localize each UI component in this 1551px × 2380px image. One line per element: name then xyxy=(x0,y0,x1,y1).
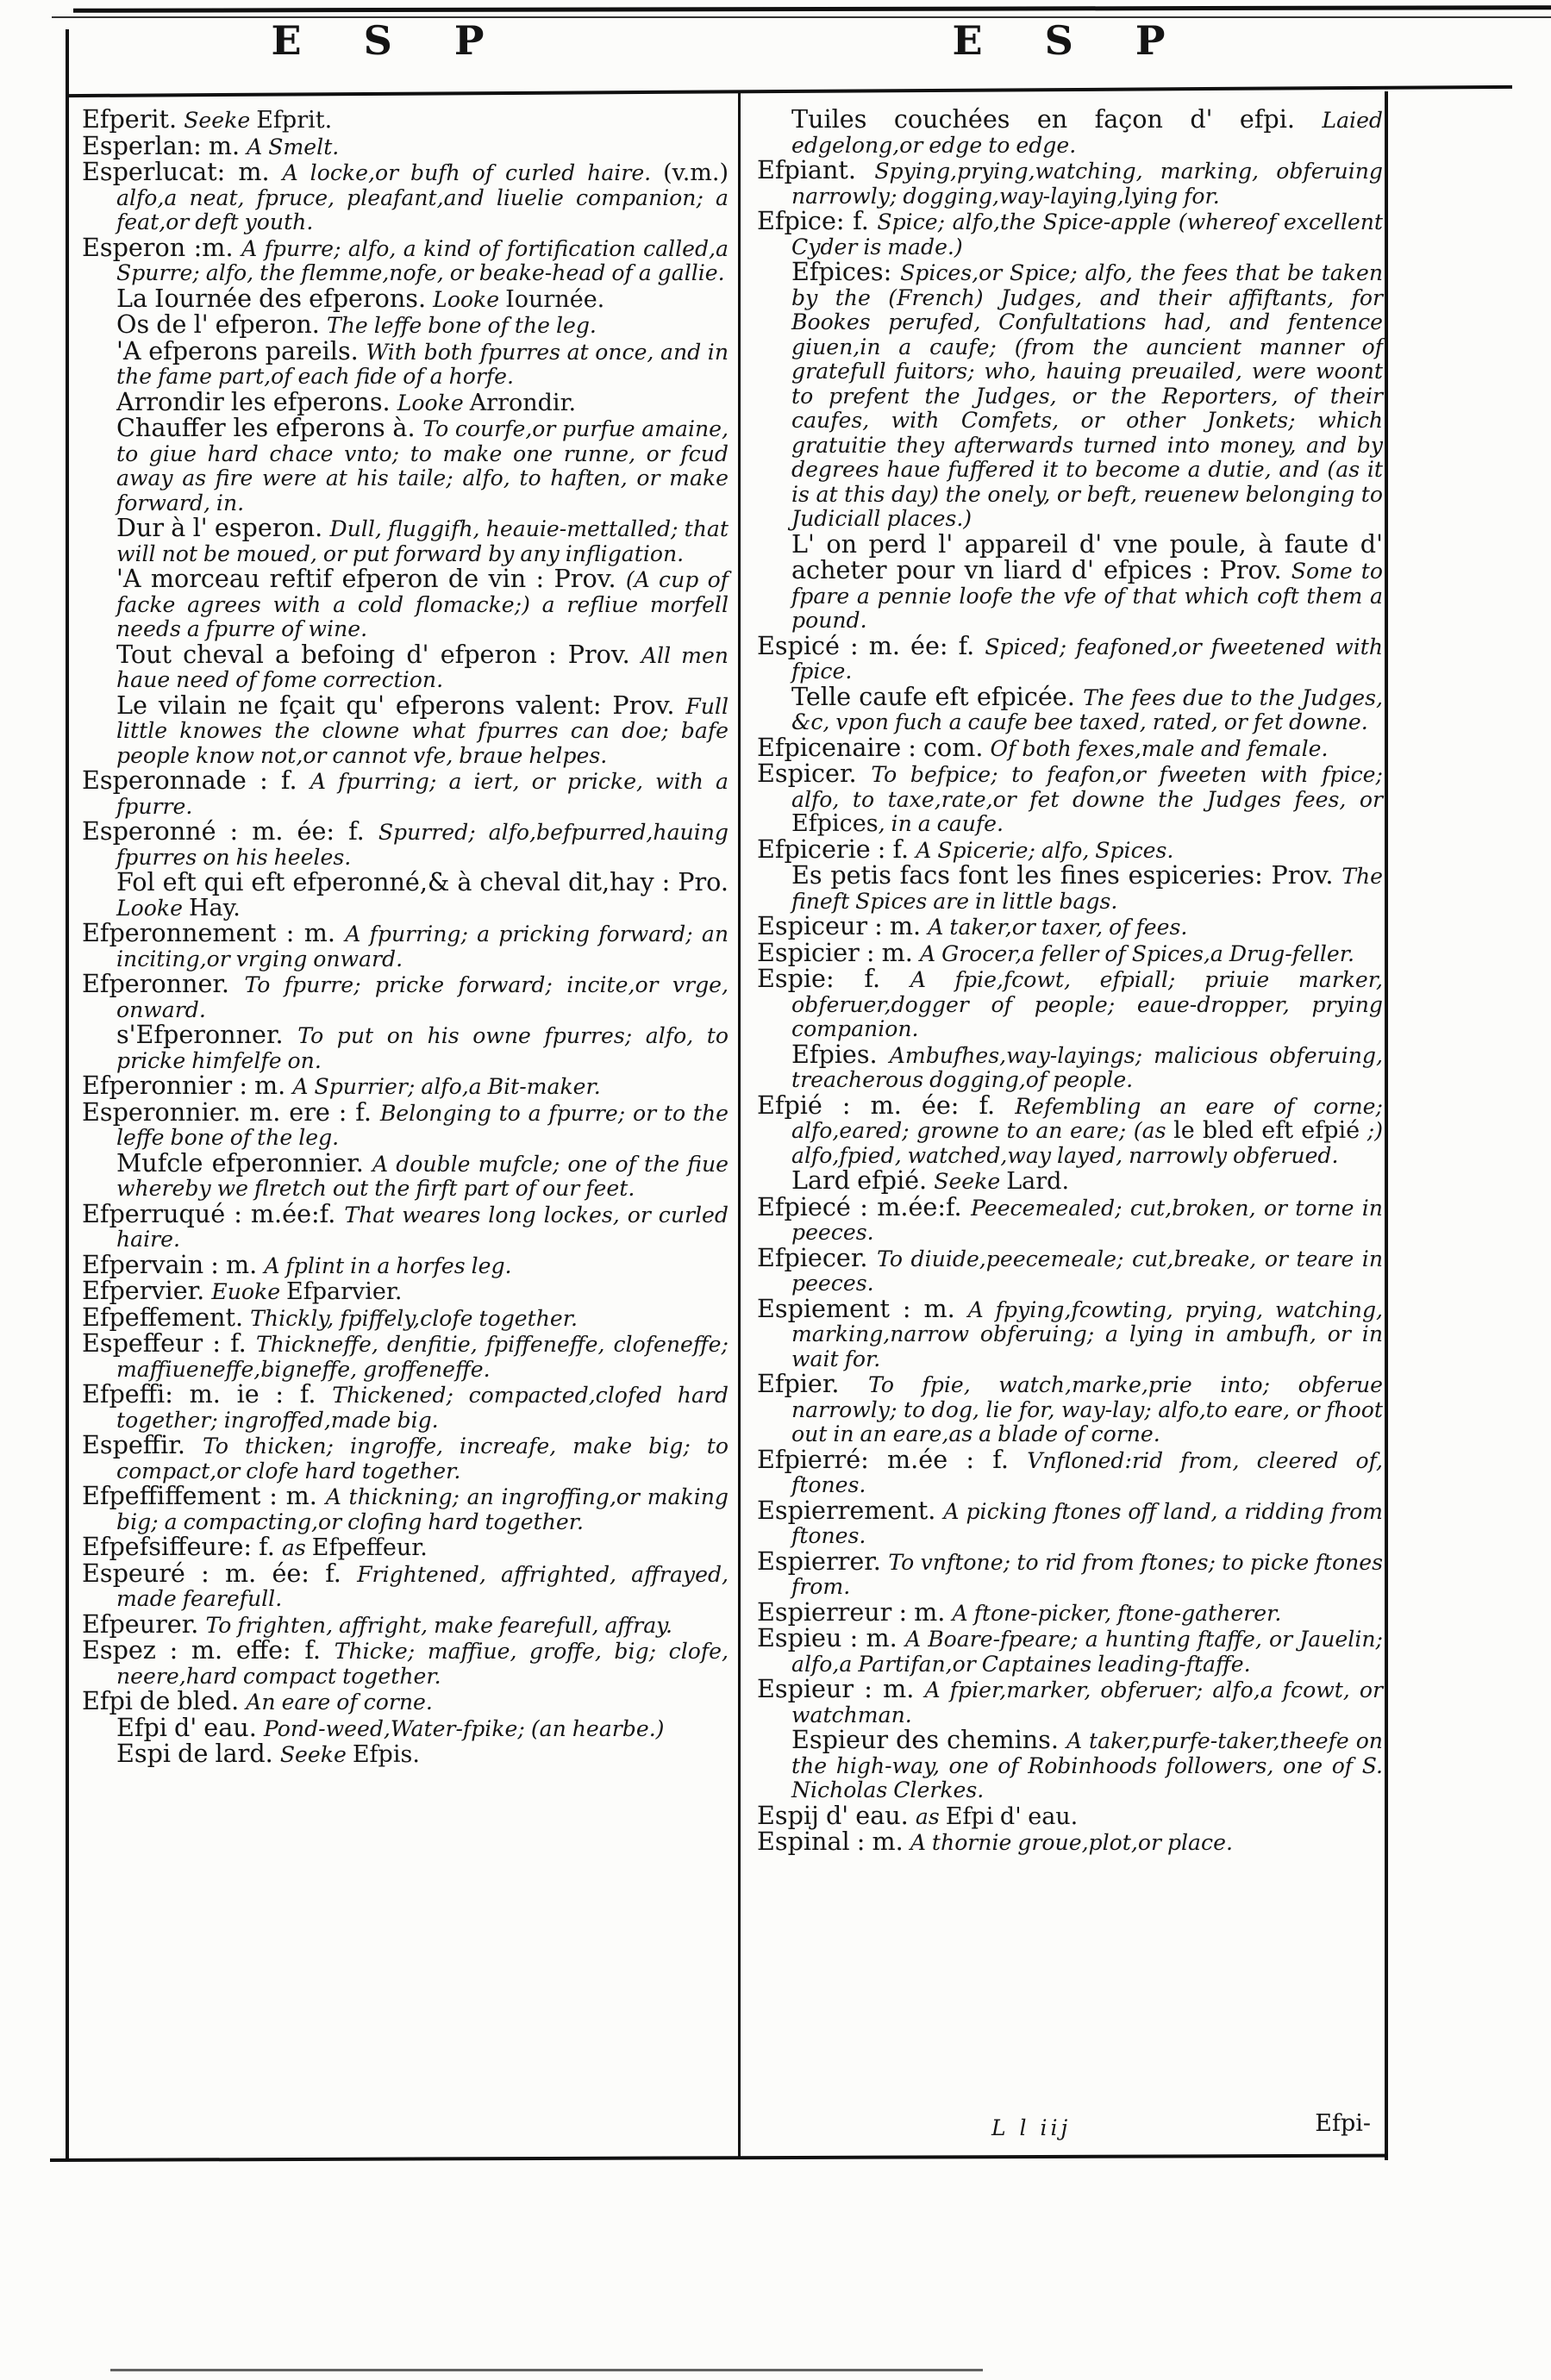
dictionary-entry xyxy=(757,732,1383,762)
dictionary-entry xyxy=(82,1686,729,1715)
entry-gloss: A fpie,fcowt, efpiall; priuie marker, obferuer,dogger of people; eaue-dropper, prying companion. xyxy=(791,967,1383,1041)
dictionary-entry xyxy=(82,1430,729,1484)
entry-gloss: Looke xyxy=(433,286,506,312)
entry-gloss: Some to fpare a pennie loofe the vfe of that which coft them a pound. xyxy=(791,559,1383,633)
right-border-rule xyxy=(1385,91,1388,2160)
entry-headword: Efpier. xyxy=(757,1369,869,1398)
entry-headword: Iournée. xyxy=(505,285,605,313)
entry-gloss: Spying,prying,watching, marking, obferuing narrowly; dogging,way-laying,lying for. xyxy=(791,159,1384,209)
entry-headword: Efpeffement. xyxy=(82,1302,251,1332)
dictionary-entry xyxy=(82,1328,729,1382)
entry-gloss: A thickning; an ingroffing,or making big; a compacting,or clofing hard together. xyxy=(116,1484,729,1534)
entry-headword: Efpi d' eau. xyxy=(945,1802,1079,1830)
dictionary-entry xyxy=(82,515,729,566)
entry-gloss: A fpurring; a iert, or pricke, with a fpurre. xyxy=(116,769,729,819)
entry-gloss: alfo,a neat, fpruce, pleafant,and liuelie companion; a feat,or deft youth. xyxy=(116,184,729,234)
dictionary-entry xyxy=(757,155,1384,209)
entry-headword: Tuiles couchées en façon d' efpi. xyxy=(791,104,1323,134)
entry-headword: Espieu : m. xyxy=(757,1623,905,1652)
entry-headword: Espicé : m. ée: f. xyxy=(757,630,985,660)
entry-gloss: Seeke xyxy=(279,1742,353,1767)
entry-headword: Fol eft qui eft efperonné,& à cheval dit,hay : Pro. xyxy=(116,867,729,896)
entry-gloss: A fpurring; a pricking forward; an inciting,or vrging onward. xyxy=(116,921,729,971)
entry-gloss: Thickly, fpiffely,clofe together. xyxy=(250,1305,578,1331)
entry-gloss: With both fpurres at once, and in the fame part,of each fide of a horfe. xyxy=(116,339,729,389)
dictionary-entry xyxy=(757,206,1383,259)
entry-gloss: Seeke xyxy=(934,1169,1007,1194)
entry-gloss: That weares long lockes, or curled haire. xyxy=(116,1202,729,1252)
entry-headword: Espeuré : m. ée: f. xyxy=(82,1558,358,1588)
dictionary-entry xyxy=(82,1302,729,1332)
column-divider-rule xyxy=(738,92,741,2159)
entry-gloss: The fees due to the Judges, &c, vpon fuch a caufe bee taxed, rated, or fet downe. xyxy=(791,684,1383,734)
running-head-right: E S P xyxy=(952,17,1190,64)
entry-headword: Esperonnier. m. ere : f. xyxy=(82,1096,380,1127)
dictionary-entry xyxy=(757,1495,1383,1549)
dictionary-entry xyxy=(757,630,1383,684)
dictionary-entry xyxy=(82,816,729,870)
dictionary-entry xyxy=(757,1674,1383,1727)
entry-headword: Espeffir. xyxy=(82,1430,203,1459)
entry-headword: Espierrement. xyxy=(757,1495,944,1525)
entry-headword: Espierreur : m. xyxy=(757,1596,953,1627)
entry-gloss: An eare of corne. xyxy=(246,1690,433,1715)
dictionary-entry xyxy=(757,1623,1383,1677)
entry-headword: Esperlucat: m. xyxy=(82,157,283,186)
entry-headword: Espiceur : m. xyxy=(757,911,929,940)
entry-headword: Esperlan: m. xyxy=(82,130,247,160)
dictionary-entry xyxy=(757,1242,1384,1296)
dictionary-entry xyxy=(757,1444,1383,1498)
entry-gloss: A fpurre; alfo, a kind of fortification called,a Spurre; alfo, the flemme,nofe, or beake-head of a gallie. xyxy=(116,235,729,285)
dictionary-entry xyxy=(82,867,729,921)
entry-gloss: A fpier,marker, obferuer; alfo,a fcowt, or watchman. xyxy=(791,1677,1383,1727)
entry-headword: Efpicenaire : com. xyxy=(757,732,991,762)
dictionary-entry xyxy=(82,1712,729,1742)
dictionary-entry xyxy=(757,937,1383,967)
entry-gloss: Spices,or Spice; alfo, the fees that be taken by the (French) Judges, and their affiftants, for Bookes perufed, Confultations had, and fentence giuen,in a caufe; (from the auncient manner of gratefull fuitors; who, hauing preuailed, were woont to prefent the Judges, or the Reporters, of their caufes, with Comfets, or other Jonkets; which gratuitie they afterwards turned into money, and by degrees haue fuffered it to become a dutie, and (as it is at this day) the onely, or beft, reuenew belonging to Judiciall places.) xyxy=(791,260,1384,531)
entry-headword: 'A efperons pareils. xyxy=(116,335,366,365)
dictionary-entry xyxy=(757,834,1383,864)
entry-headword: Efperit. xyxy=(82,104,184,134)
dictionary-entry xyxy=(82,1073,729,1100)
footer-line xyxy=(757,2110,1383,2148)
entry-gloss: To thicken; ingroffe, increafe, make big; to compact,or clofe hard together. xyxy=(116,1434,729,1484)
dictionary-entry xyxy=(82,765,729,819)
entry-gloss: (A cup of facke agrees with a cold flomacke;) a refliue morfell needs a fpurre of wine. xyxy=(116,567,729,641)
entry-gloss: A taker,or taxer, of fees. xyxy=(928,915,1188,940)
dictionary-entry xyxy=(757,104,1383,158)
entry-headword: Efpierré: m.ée : f. xyxy=(757,1444,1028,1474)
left-column xyxy=(82,104,729,1768)
entry-headword: Efpices xyxy=(791,810,879,837)
dictionary-entry xyxy=(757,1039,1383,1093)
entry-gloss: To fpie, watch,marke,prie into; obferue narrowly; to dog, lie for, way-lay; alfo,to eare, or fhoot out in an eare,as a blade of corne. xyxy=(791,1372,1383,1446)
dictionary-entry xyxy=(757,259,1383,532)
dictionary-entry xyxy=(82,1534,729,1561)
entry-headword: (v.m.) xyxy=(663,159,729,186)
entry-headword: Lard. xyxy=(1006,1168,1070,1195)
dictionary-entry xyxy=(82,1022,729,1073)
entry-gloss: To fpurre; pricke forward; incite,or vrge, onward. xyxy=(116,972,729,1022)
entry-headword: 'A morceau reftif efperon de vin : Prov. xyxy=(116,564,626,593)
entry-gloss: To vnftone; to rid from ftones; to picke ftones from. xyxy=(791,1549,1383,1599)
entry-gloss: A Grocer,a feller of Spices,a Drug-feller. xyxy=(919,940,1355,966)
entry-gloss: as xyxy=(281,1535,312,1560)
entry-headword: Efpicerie : f. xyxy=(757,834,916,864)
dictionary-entry xyxy=(82,1558,729,1612)
dictionary-entry xyxy=(757,1371,1383,1447)
entry-headword: Efpies. xyxy=(791,1039,890,1069)
dictionary-entry xyxy=(82,1635,729,1689)
entry-gloss: A thornie groue,plot,or place. xyxy=(910,1830,1233,1855)
entry-gloss: A Smelt. xyxy=(247,134,340,159)
entry-headword: Efparvier. xyxy=(286,1278,403,1305)
entry-gloss: A fpying,fcowting, prying, watching, marking,narrow obferuing; a lying in ambufh, or in wait for. xyxy=(791,1296,1384,1371)
dictionary-entry xyxy=(757,1829,1383,1856)
dictionary-entry xyxy=(757,1165,1383,1195)
entry-headword: le bled eft efpié xyxy=(1173,1117,1360,1144)
top-rule xyxy=(73,5,1551,13)
dictionary-entry xyxy=(82,971,729,1022)
dictionary-entry xyxy=(82,918,729,971)
entry-headword: Efpi de bled. xyxy=(82,1686,247,1715)
entry-gloss: A taker,purfe-taker,theefe on the high-way, one of Robinhoods followers, one of S. Nicholas Clerkes. xyxy=(791,1728,1383,1802)
entry-headword: Efpié : m. ée: f. xyxy=(757,1090,1016,1120)
entry-gloss: Looke xyxy=(397,390,470,415)
header-rule xyxy=(66,85,1512,97)
entry-headword: Efpefsiffeure: f. xyxy=(82,1532,282,1561)
entry-headword: Efperonner. xyxy=(82,969,245,998)
page-edge-mark xyxy=(110,2369,983,2371)
dictionary-entry xyxy=(82,159,729,235)
bottom-rule xyxy=(50,2154,1388,2162)
entry-gloss: Refembling an eare of corne; alfo,eared; growne to an eare; (as xyxy=(791,1093,1383,1143)
entry-gloss: A double mufcle; one of the fiue whereby we flretch out the firft part of our feet. xyxy=(116,1151,729,1201)
entry-headword: Espiement : m. xyxy=(757,1293,968,1323)
dictionary-entry xyxy=(757,1293,1384,1372)
dictionary-entry xyxy=(757,1090,1383,1169)
dictionary-entry xyxy=(757,1727,1383,1803)
entry-headword: Efpiant. xyxy=(757,155,875,184)
running-head-left: E S P xyxy=(271,17,509,64)
entry-headword: Espierrer. xyxy=(757,1546,889,1576)
dictionary-entry xyxy=(757,681,1383,735)
entry-gloss: Frightened, affrighted, affrayed, made fearefull. xyxy=(116,1561,729,1611)
entry-headword: Efpeffeur. xyxy=(311,1534,428,1561)
entry-headword: Efpeffi: m. ie : f. xyxy=(82,1379,333,1409)
dictionary-entry xyxy=(82,309,729,339)
dictionary-entry xyxy=(82,1198,729,1252)
entry-headword: La Iournée des efperons. xyxy=(116,283,434,313)
dictionary-entry xyxy=(757,966,1383,1042)
entry-headword: Dur à l' esperon. xyxy=(116,513,330,542)
entry-gloss: ;) alfo,fpied, watched,way layed, narrowly obferued. xyxy=(791,1118,1383,1168)
left-border-rule xyxy=(66,29,69,2158)
entry-headword: Efpiecer. xyxy=(757,1242,878,1272)
entry-gloss: Vnfloned:rid from, cleered of, ftones. xyxy=(791,1447,1383,1497)
entry-headword: Espeffeur : f. xyxy=(82,1328,256,1358)
entry-gloss: , in a caufe. xyxy=(878,811,1004,836)
entry-headword: Efpeffiffement : m. xyxy=(82,1481,326,1510)
entry-headword: Efpeurer. xyxy=(82,1609,206,1639)
dictionary-entry xyxy=(82,1481,729,1534)
entry-gloss: A Boare-fpeare; a hunting ftaffe, or Jauelin; alfo,a Partifan,or Captaines leading-ftaffe. xyxy=(791,1627,1383,1677)
entry-gloss: To diuide,peecemeale; cut,breake, or teare in peeces. xyxy=(791,1246,1384,1296)
entry-headword: Efpervier. xyxy=(82,1276,212,1305)
dictionary-entry xyxy=(757,761,1383,837)
entry-headword: L' on perd l' appareil d' vne poule, à faute d' acheter pour vn liard d' efpices : Prov. xyxy=(791,528,1383,584)
entry-headword: Efpervain : m. xyxy=(82,1249,265,1279)
entry-gloss: Dull, fluggifh, heauie-mettalled; that will not be moued, or put forward by any infligation. xyxy=(116,516,729,566)
entry-gloss: Euoke xyxy=(211,1279,287,1304)
entry-headword: Mufcle efperonnier. xyxy=(116,1147,372,1178)
entry-gloss: Pond-weed,Water-fpike; (an hearbe.) xyxy=(263,1715,665,1741)
entry-gloss: The leffe bone of the leg. xyxy=(326,313,597,338)
entry-gloss: A picking ftones off land, a ridding from ftones. xyxy=(791,1498,1383,1548)
dictionary-entry xyxy=(82,232,729,286)
dictionary-entry xyxy=(757,528,1383,634)
entry-gloss: A ftone-picker, ftone-gatherer. xyxy=(952,1600,1282,1626)
entry-headword: Efpice: f. xyxy=(757,206,878,235)
dictionary-entry xyxy=(82,386,729,416)
entry-gloss: A locke,or bufh of curled haire. xyxy=(282,160,664,185)
entry-gloss: A Spurrier; alfo,a Bit-maker. xyxy=(292,1074,601,1099)
entry-gloss: Full little knowes the clowne what fpurres can doe; bafe people know not,or cannot vfe, braue helpes. xyxy=(116,693,729,768)
entry-gloss: Thickneffe, denfitie, fpiffeneffe, clofeneffe; maffiueneffe,bigneffe, groffeneffe. xyxy=(116,1332,729,1382)
dictionary-entry xyxy=(82,639,729,693)
entry-headword: Tout cheval a befoing d' efperon : Prov. xyxy=(116,639,641,669)
dictionary-entry xyxy=(82,283,729,313)
dictionary-entry xyxy=(82,1249,729,1279)
entry-headword: Efpices: xyxy=(791,257,901,286)
entry-gloss: Thickened; compacted,clofed hard together; ingroffed,made big. xyxy=(116,1383,729,1433)
entry-gloss: Belonging to a fpurre; or to the leffe bone of the leg. xyxy=(116,1100,729,1150)
dictionary-entry xyxy=(82,1096,729,1151)
dictionary-entry xyxy=(757,911,1383,940)
catchword: Efpi- xyxy=(1315,2110,1371,2137)
entry-headword: Lard efpié. xyxy=(791,1165,935,1195)
dictionary-entry xyxy=(82,1609,729,1639)
entry-headword: Efperonnement : m. xyxy=(82,918,346,947)
entry-gloss: Looke xyxy=(116,895,189,921)
entry-headword: Esperonné : m. ée: f. xyxy=(82,816,378,846)
entry-gloss: The fineft Spices are in little bags. xyxy=(791,864,1383,914)
entry-headword: Espez : m. effe: f. xyxy=(82,1635,335,1665)
entry-gloss: To frighten, affright, make fearefull, affray. xyxy=(205,1612,673,1638)
entry-headword: Es petis facs font les fines espiceries: Prov. xyxy=(791,860,1342,890)
entry-headword: Espicier : m. xyxy=(757,937,920,967)
dictionary-entry xyxy=(82,415,729,515)
entry-headword: Arrondir les efperons. xyxy=(116,386,397,416)
entry-headword: Espieur : m. xyxy=(757,1674,925,1703)
dictionary-entry xyxy=(82,1278,729,1305)
entry-gloss: Of both fexes,male and female. xyxy=(990,735,1329,761)
dictionary-entry xyxy=(82,1379,729,1433)
entry-headword: Efpi d' eau. xyxy=(116,1712,264,1742)
entry-headword: Le vilain ne fçait qu' efperons valent: Prov. xyxy=(116,690,686,720)
entry-gloss: Spiced; feafoned,or fweetened with fpice. xyxy=(791,634,1383,684)
entry-headword: Hay. xyxy=(188,894,241,921)
entry-headword: Esperonnade : f. xyxy=(82,765,310,795)
entry-gloss: All men haue need of fome correction. xyxy=(116,642,729,692)
dictionary-entry xyxy=(82,130,729,160)
entry-gloss: Spice; alfo,the Spice-apple (whereof excellent Cyder is made.) xyxy=(791,209,1383,259)
entry-gloss: Thicke; maffiue, groffe, big; clofe, neere,hard compact together. xyxy=(116,1639,729,1689)
entry-headword: Espij d' eau. xyxy=(757,1800,916,1830)
entry-headword: Efprit. xyxy=(256,107,333,134)
dictionary-entry xyxy=(82,690,729,769)
dictionary-entry xyxy=(82,1147,729,1202)
entry-gloss: Ambufhes,way-layings; malicious obferuing, treacherous dogging,of people. xyxy=(791,1042,1383,1092)
entry-headword: Espieur des chemins. xyxy=(791,1725,1066,1754)
entry-headword: Esperon :m. xyxy=(82,232,242,262)
signature-mark: L l iij xyxy=(991,2115,1072,2140)
entry-headword: Espinal : m. xyxy=(757,1827,910,1856)
right-column xyxy=(757,104,1384,1856)
dictionary-entry xyxy=(82,335,729,390)
entry-headword: Efpiecé : m.ée:f. xyxy=(757,1191,972,1221)
entry-headword: Efperruqué : m.ée:f. xyxy=(82,1198,345,1228)
entry-headword: Espi de lard. xyxy=(116,1739,280,1768)
entry-headword: s'Efperonner. xyxy=(116,1020,298,1049)
dictionary-entry xyxy=(757,1546,1383,1600)
entry-gloss: Laied edgelong,or edge to edge. xyxy=(791,108,1383,158)
dictionary-entry xyxy=(82,104,729,134)
entry-gloss: A Spicerie; alfo, Spices. xyxy=(916,837,1174,863)
dictionary-entry xyxy=(757,860,1383,914)
dictionary-entry xyxy=(82,566,729,642)
dictionary-entry xyxy=(757,1596,1383,1627)
entry-headword: Arrondir. xyxy=(469,389,577,416)
entry-headword: Efpis. xyxy=(352,1741,420,1768)
entry-headword: Telle caufe eft efpicée. xyxy=(791,681,1084,711)
entry-headword: Espicer. xyxy=(757,759,872,788)
entry-gloss: To courfe,or purfue amaine, to giue hard chace vnto; to make one runne, or fcud away as fire were at his taile; alfo, to haften, or make forward, in. xyxy=(116,416,729,515)
entry-headword: Espie: f. xyxy=(757,964,910,993)
entry-gloss: Seeke xyxy=(184,108,257,133)
entry-headword: Os de l' efperon. xyxy=(116,309,327,339)
dictionary-entry xyxy=(757,1800,1383,1830)
entry-gloss: To befpice; to feafon,or fweeten with fpice; alfo, to taxe,rate,or fet downe the Judges fees, or xyxy=(791,762,1383,812)
dictionary-entry xyxy=(82,1741,729,1768)
entry-gloss: Peecemealed; cut,broken, or torne in peeces. xyxy=(791,1195,1383,1245)
dictionary-entry xyxy=(757,1191,1383,1246)
entry-gloss: as xyxy=(915,1803,946,1829)
entry-gloss: Spurred; alfo,befpurred,hauing fpurres on his heeles. xyxy=(116,820,729,870)
entry-gloss: To put on his owne fpurres; alfo, to pricke himfelfe on. xyxy=(116,1023,729,1073)
entry-headword: Efperonnier : m. xyxy=(82,1071,293,1100)
entry-gloss: A fplint in a horfes leg. xyxy=(264,1252,512,1278)
entry-headword: Chauffer les efperons à. xyxy=(116,413,423,442)
